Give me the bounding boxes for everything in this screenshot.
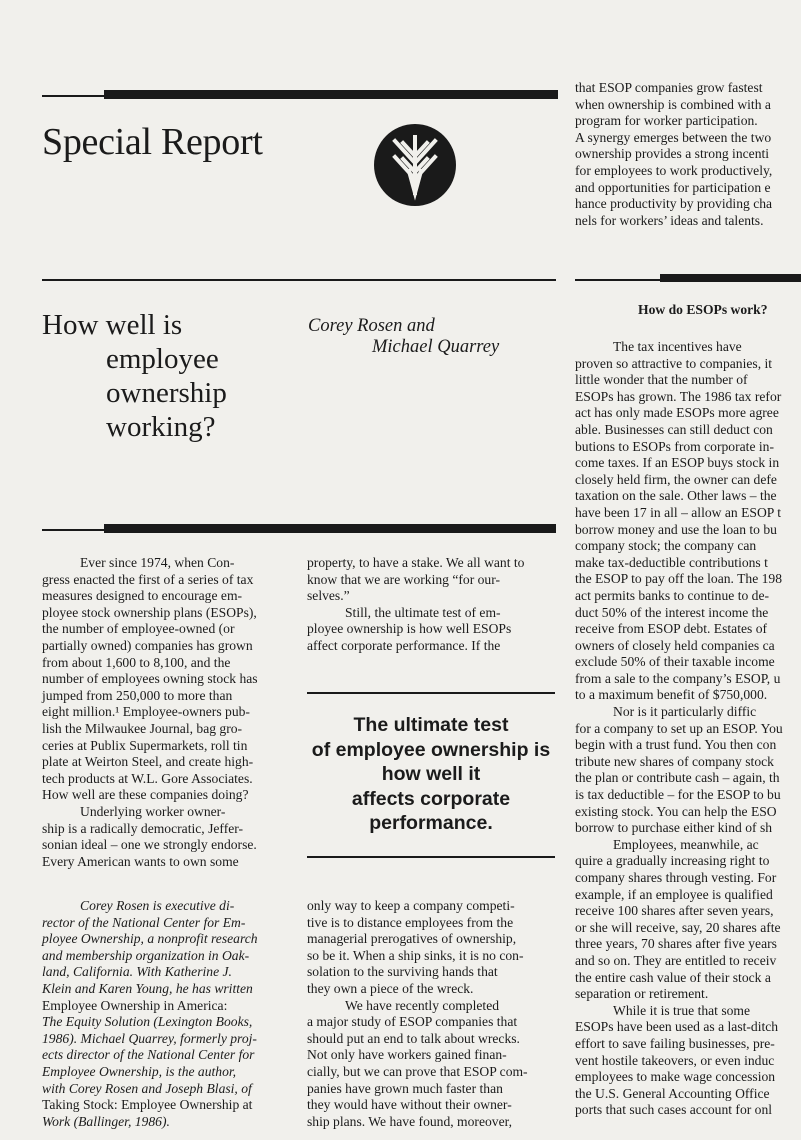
headline-line: working? bbox=[106, 411, 216, 443]
column-3-top bbox=[575, 80, 801, 229]
text-line: ceries at Publix Supermarkets, roll tin bbox=[42, 737, 248, 753]
text-line: number of employees owning stock has bbox=[42, 671, 258, 687]
text-line: employees to make wage concession bbox=[575, 1069, 776, 1085]
text-line: ployee ownership is how well ESOPs bbox=[307, 621, 512, 637]
text-line: closely held firm, the owner can defe bbox=[575, 471, 777, 487]
bio-line: The Equity Solution (Lexington Books, bbox=[42, 1014, 253, 1030]
text-line: selves.” bbox=[307, 588, 350, 604]
arrows-logo-icon bbox=[373, 123, 457, 207]
headline-line: How well is bbox=[42, 309, 183, 341]
text-line: proven so attractive to companies, it bbox=[575, 355, 773, 371]
text-line: partially owned) companies has grown bbox=[42, 637, 253, 653]
text-line: ship plans. We have found, moreover, bbox=[307, 1113, 512, 1129]
bio-line: Work (Ballinger, 1986). bbox=[42, 1113, 170, 1129]
bio-line: Employee Ownership, is the author, bbox=[42, 1063, 237, 1079]
text-line: Still, the ultimate test of em- bbox=[345, 604, 501, 620]
text-line: company stock; the company can bbox=[575, 538, 757, 554]
text-line: make tax-deductible contributions t bbox=[575, 554, 768, 570]
text-line: vent hostile takeovers, or even induc bbox=[575, 1052, 775, 1068]
text-line: jumped from 250,000 to more than bbox=[42, 687, 233, 703]
pull-quote-line: affects corporate bbox=[351, 787, 511, 810]
text-line: solation to the surviving hands that bbox=[307, 964, 498, 980]
text-line: owners of closely held companies ca bbox=[575, 637, 775, 653]
text-line: eight million.¹ Employee-owners pub- bbox=[42, 704, 250, 720]
text-line: ESOPs have been used as a last-ditch bbox=[575, 1019, 779, 1035]
text-line: Not only have workers gained finan- bbox=[307, 1047, 507, 1063]
text-line: receive 100 shares after seven years, bbox=[575, 903, 774, 919]
text-line: from a sale to the company’s ESOP, u bbox=[575, 670, 781, 686]
column-2-top bbox=[307, 555, 557, 655]
text-line: come taxes. If an ESOP buys stock in bbox=[575, 455, 780, 471]
bio-line: and membership organization in Oak- bbox=[42, 947, 250, 963]
text-line: ship is a radically democratic, Jeffer- bbox=[42, 820, 244, 836]
text-line: for employees to work productively, bbox=[575, 162, 773, 178]
text-line: act has only made ESOPs more agree bbox=[575, 405, 779, 421]
bio-line: Corey Rosen is executive di- bbox=[80, 898, 235, 913]
text-line: to a maximum benefit of $750,000. bbox=[575, 687, 768, 703]
pull-quote bbox=[306, 713, 556, 836]
text-line: ESOPs has grown. The 1986 tax refor bbox=[575, 388, 782, 404]
text-line: While it is true that some bbox=[613, 1002, 751, 1018]
text-line: they would have without their owner- bbox=[307, 1097, 512, 1113]
text-line: is tax deductible – for the ESOP to bu bbox=[575, 787, 781, 803]
page-title: Special Report bbox=[42, 121, 263, 163]
text-line: from about 1,600 to 8,100, and the bbox=[42, 654, 231, 670]
text-line: the ESOP to pay off the loan. The 198 bbox=[575, 571, 783, 587]
bio-line: Klein and Karen Young, he has written bbox=[42, 980, 253, 996]
text-line: Nor is it particularly diffic bbox=[613, 704, 757, 720]
author-bio bbox=[42, 898, 292, 1130]
text-line: a major study of ESOP companies that bbox=[307, 1014, 518, 1030]
text-line: tribute new shares of company stock bbox=[575, 753, 774, 769]
pull-rule-top bbox=[307, 692, 555, 694]
text-line: measures designed to encourage em- bbox=[42, 588, 243, 604]
text-line: the plan or contribute cash – again, th bbox=[575, 770, 780, 786]
text-line: so be it. When a ship sinks, it is no con- bbox=[307, 947, 524, 963]
text-line: when ownership is combined with a bbox=[575, 96, 771, 112]
author-byline bbox=[308, 316, 499, 358]
top-rule-thick bbox=[104, 90, 558, 99]
text-line: tech products at W.L. Gore Associates. bbox=[42, 770, 253, 786]
body-rule-thin bbox=[42, 529, 104, 531]
pull-quote-line: The ultimate test bbox=[353, 714, 509, 736]
text-line: Ever since 1974, when Con- bbox=[80, 555, 235, 570]
text-line: A synergy emerges between the two bbox=[575, 129, 772, 145]
text-line: ployee stock ownership plans (ESOPs), bbox=[42, 604, 257, 620]
text-line: duct 50% of the interest income the bbox=[575, 604, 769, 620]
text-line: the number of employee-owned (or bbox=[42, 621, 235, 637]
bio-line: 1986). Michael Quarrey, formerly proj- bbox=[42, 1030, 257, 1046]
body-rule-thick bbox=[104, 524, 556, 533]
text-line: three years, 70 shares after five years bbox=[575, 936, 777, 952]
text-line: the U.S. General Accounting Office bbox=[575, 1085, 770, 1101]
text-line: and opportunities for participation e bbox=[575, 179, 771, 195]
text-line: panies have grown much faster than bbox=[307, 1080, 503, 1096]
pull-rule-bottom bbox=[307, 856, 555, 858]
sidebar-heading: How do ESOPs work? bbox=[638, 302, 768, 317]
bio-line: land, California. With Katherine J. bbox=[42, 964, 232, 980]
bio-line: rector of the National Center for Em- bbox=[42, 914, 246, 930]
text-line: existing stock. You can help the ESO bbox=[575, 803, 777, 819]
text-line: receive from ESOP debt. Estates of bbox=[575, 621, 768, 637]
text-line: begin with a trust fund. You then con bbox=[575, 737, 777, 753]
article-headline bbox=[42, 308, 227, 444]
text-line: lish the Milwaukee Journal, bag gro- bbox=[42, 720, 243, 736]
mid-rule-right-thin bbox=[575, 279, 660, 281]
text-line: Underlying worker owner- bbox=[80, 803, 226, 819]
column-1-body bbox=[42, 555, 292, 870]
bio-line: ployee Ownership, a nonprofit research bbox=[42, 931, 258, 947]
author-line: Michael Quarrey bbox=[372, 337, 500, 357]
text-line: affect corporate performance. If the bbox=[307, 637, 501, 653]
text-line: tive is to distance employees from the bbox=[307, 914, 514, 930]
pull-quote-line: of employee ownership is bbox=[311, 738, 551, 761]
pull-quote-line: how well it bbox=[381, 763, 481, 785]
text-line: How well are these companies doing? bbox=[42, 787, 249, 803]
text-line: program for worker participation. bbox=[575, 113, 758, 129]
text-line: company shares through vesting. For bbox=[575, 870, 777, 885]
text-line: property, to have a stake. We all want to bbox=[307, 555, 525, 570]
text-line: separation or retirement. bbox=[575, 986, 709, 1002]
text-line: managerial prerogatives of ownership, bbox=[307, 931, 517, 947]
text-line: example, if an employee is qualified bbox=[575, 886, 773, 902]
bio-line: Taking Stock: Employee Ownership at bbox=[42, 1097, 253, 1113]
text-line: that ESOP companies grow fastest bbox=[575, 80, 763, 95]
text-line: Every American wants to own some bbox=[42, 853, 239, 869]
text-line: quire a gradually increasing right to bbox=[575, 853, 770, 869]
top-rule-thin bbox=[42, 95, 104, 97]
text-line: nels for workers’ ideas and talents. bbox=[575, 212, 764, 228]
text-line: butions to ESOPs from corporate in- bbox=[575, 438, 774, 454]
author-line: Corey Rosen and bbox=[308, 316, 435, 336]
text-line: ports that such cases account for onl bbox=[575, 1102, 773, 1118]
text-line: effort to save failing businesses, pre- bbox=[575, 1035, 775, 1051]
text-line: able. Businesses can still deduct con bbox=[575, 421, 773, 437]
text-line: Employees, meanwhile, ac bbox=[613, 836, 759, 852]
text-line: borrow money and use the loan to bu bbox=[575, 521, 777, 537]
bio-line: ects director of the National Center for bbox=[42, 1047, 255, 1063]
headline-line: ownership bbox=[106, 377, 227, 409]
column-2-bottom bbox=[307, 898, 557, 1130]
text-line: We have recently completed bbox=[345, 997, 500, 1013]
text-line: should put an end to talk about wrecks. bbox=[307, 1030, 520, 1046]
text-line: taxation on the sale. Other laws – the bbox=[575, 488, 777, 504]
text-line: borrow to purchase either kind of sh bbox=[575, 820, 773, 836]
mid-rule-left bbox=[42, 279, 556, 281]
sidebar-body bbox=[575, 339, 801, 1119]
text-line: ownership provides a strong incenti bbox=[575, 146, 770, 162]
text-line: only way to keep a company competi- bbox=[307, 898, 515, 913]
mid-rule-right-thick bbox=[660, 274, 801, 282]
text-line: cially, but we can prove that ESOP com- bbox=[307, 1063, 528, 1079]
text-line: have been 17 in all – allow an ESOP t bbox=[575, 504, 782, 520]
text-line: or she will receive, say, 20 shares afte bbox=[575, 919, 781, 935]
text-line: plate at Weirton Steel, and create high- bbox=[42, 754, 254, 770]
text-line: the entire cash value of their stock a bbox=[575, 969, 771, 985]
text-line: little wonder that the number of bbox=[575, 372, 748, 388]
text-line: The tax incentives have bbox=[613, 339, 742, 354]
text-line: act permits banks to continue to de- bbox=[575, 587, 770, 603]
pull-quote-line: performance. bbox=[369, 812, 493, 834]
headline-line: employee bbox=[106, 343, 219, 375]
text-line: gress enacted the first of a series of tax bbox=[42, 571, 254, 587]
text-line: sonian ideal – one we strongly endorse. bbox=[42, 837, 257, 853]
text-line: know that we are working “for our- bbox=[307, 571, 500, 587]
text-line: exclude 50% of their taxable income bbox=[575, 654, 775, 670]
text-line: hance productivity by providing cha bbox=[575, 196, 773, 212]
text-line: for a company to set up an ESOP. You bbox=[575, 720, 783, 736]
bio-line: Employee Ownership in America: bbox=[42, 997, 228, 1013]
bio-line: with Corey Rosen and Joseph Blasi, of bbox=[42, 1080, 252, 1096]
text-line: and so on. They are entitled to receiv bbox=[575, 952, 777, 968]
text-line: they own a piece of the wreck. bbox=[307, 980, 474, 996]
